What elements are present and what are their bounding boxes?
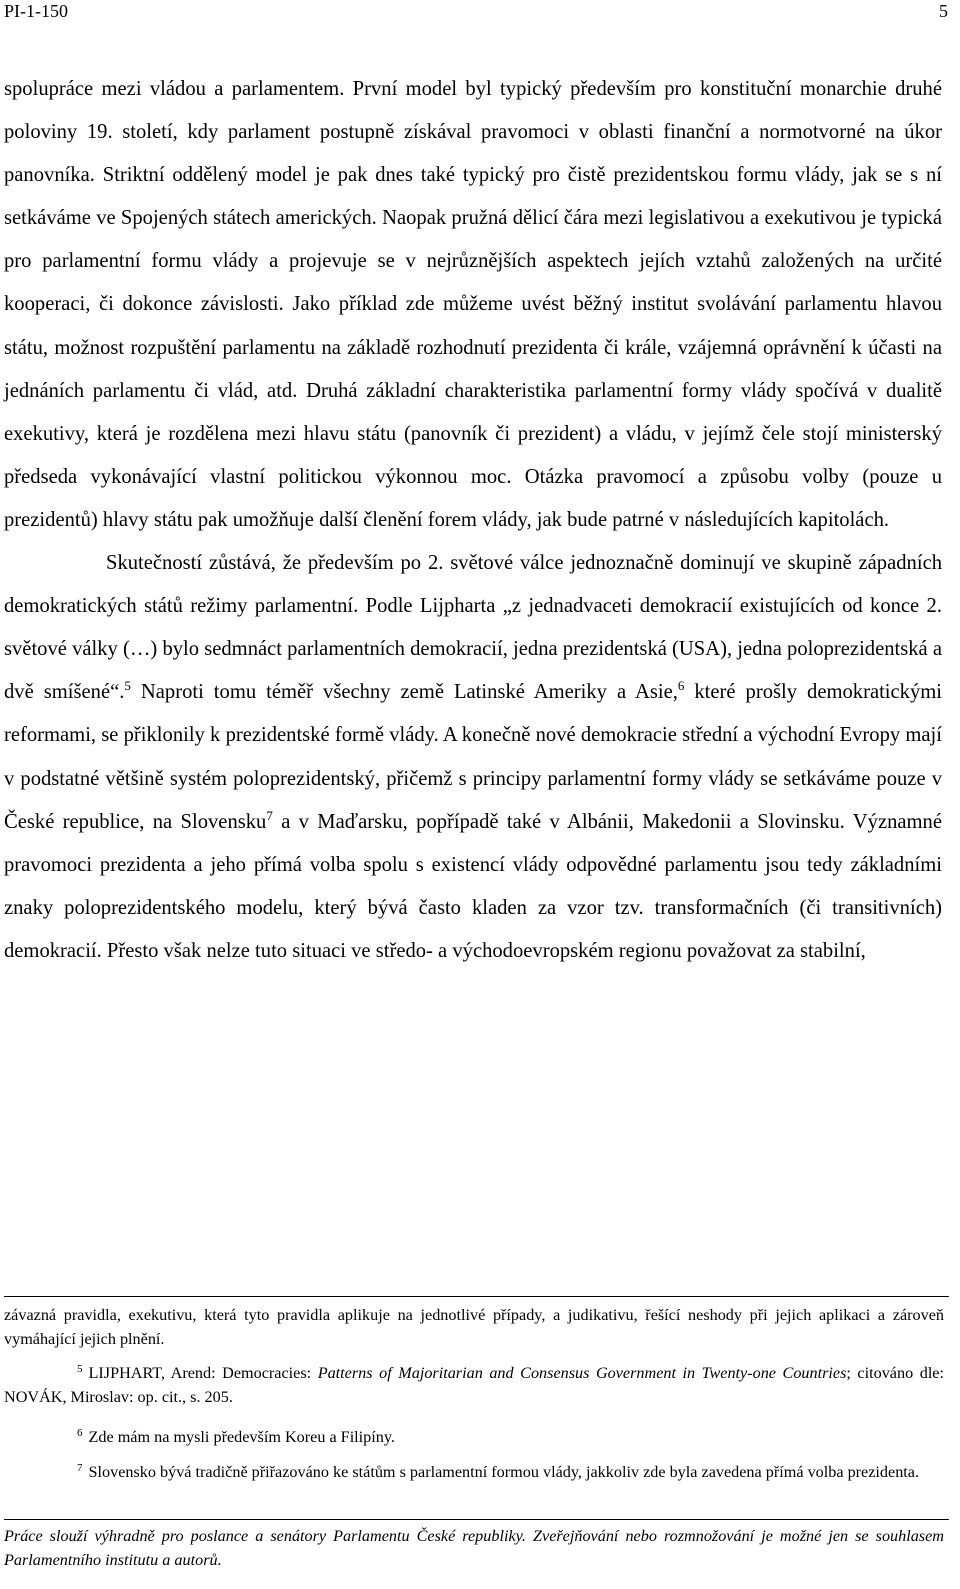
page-header — [0, 0, 960, 24]
footnote-6-text: Zde mám na mysli především Koreu a Filipíny. — [88, 1428, 395, 1446]
body-text — [4, 68, 942, 973]
paragraph-2-part-a: Skutečností zůstává, že především po 2. světové válce jednoznačně dominují ve skupině západních demokratických států režimy parlamentní. Podle Lijpharta „z jednadvaceti demokracií existujících od konce 2. světové války (…) bylo sedmnáct parlamentních demokracií, jedna prezidentská (USA), jedna poloprezidentská a dvě smíšené“. — [4, 552, 942, 704]
footnote-5-title: Patterns of Majoritarian and Consensus Government in Twenty-one Countries — [317, 1364, 847, 1382]
page-number: 5 — [939, 1, 948, 21]
footnote-ref-6[interactable]: 6 — [677, 678, 685, 694]
footer-separator — [4, 1519, 949, 1520]
paragraph-2 — [4, 542, 942, 973]
document-id: PI-1-150 — [4, 1, 68, 21]
page-footer: Práce slouží výhradně pro poslance a senátory Parlamentu České republiky. Zveřejňování nebo rozmnožování je možné jen se souhlasem Parlamentního institutu a autorů. — [4, 1527, 944, 1569]
footnote-5-text-a: LIJPHART, Arend: Democracies: — [88, 1364, 318, 1382]
footnote-separator — [4, 1296, 949, 1297]
footnote-5: 5 LIJPHART, Arend: Democracies: Patterns of Majoritarian and Consensus Government in Twenty-one Countries; citováno dle: NOVÁK, Miroslav: op. cit., s. 205. — [4, 1362, 944, 1406]
footnote-ref-7[interactable]: 7 — [266, 807, 273, 823]
footnote-ref-5[interactable]: 5 — [124, 678, 131, 694]
footnote-7-text: Slovensko bývá tradičně přiřazováno ke státům s parlamentní formou vlády, jakkoliv zde byla zavedena přímá volba prezidenta. — [88, 1463, 920, 1481]
footnote-continuation: závazná pravidla, exekutivu, která tyto pravidla aplikuje na jednotlivé případy, a judikativu, řešící neshody při jejich aplikaci a zároveň vymáhající jejich plnění. — [4, 1306, 944, 1348]
paragraph-1: spolupráce mezi vládou a parlamentem. První model byl typický především pro konstituční monarchie druhé poloviny 19. století, kdy parlament postupně získával pravomoci v oblasti finanční a normotvorné na úkor panovníka. Striktní oddělený model je pak dnes také typický pro čistě prezidentskou formu vlády, jak se s ní setkáváme ve Spojených státech amerických. Naopak pružná dělicí čára mezi legislativou a exekutivou je typická pro parlamentní formu vlády a projevuje se v nejrůznějších aspektech jejích vztahů založených na určité kooperaci, či dokonce závislosti. Jako příklad zde můžeme uvést běžný institut svolávání parlamentu hlavou státu, možnost rozpuštění parlamentu na základě rozhodnutí prezidenta či krále, vzájemná oprávnění k účasti na jednáních parlamentu či vlád, atd. Druhá základní charakteristika parlamentní formy vlády spočívá v dualitě exekutivy, která je rozdělena mezi hlavu státu (panovník či prezident) a vládu, v jejímž čele stojí ministerský předseda vykonávající vlastní politickou výkonnou moc. Otázka pravomocí a způsobu volby (pouze u prezidentů) hlavy státu pak umožňuje další členění forem vlády, jak bude patrné v následujících kapitolách. — [4, 78, 942, 531]
footnote-6: 6 Zde mám na mysli především Koreu a Filipíny. — [77, 1426, 395, 1446]
paragraph-2-part-c: které prošly demokratickými reformami, se přiklonily k prezidentské formě vlády. A konečně nové demokracie střední a východní Evropy mají v podstatné většině systém poloprezidentský, přičemž s principy parlamentní formy vlády se setkáváme pouze v České republice, na Slovensku — [4, 681, 942, 833]
footnote-7: 7 Slovensko bývá tradičně přiřazováno ke státům s parlamentní formou vlády, jakkoliv zde byla zavedena přímá volba prezidenta. — [77, 1461, 920, 1481]
paragraph-2-part-d: a v Maďarsku, popřípadě také v Albánii, Makedonii a Slovinsku. Významné pravomoci prezidenta a jeho přímá volba spolu s existencí vlády odpovědné parlamentu jsou tedy základními znaky poloprezidentského modelu, který bývá často kladen za vzor tzv. transformačních (či transitivních) demokracií. Přesto však nelze tuto situaci ve středo- a východoevropském regionu považovat za stabilní, — [4, 810, 942, 962]
paragraph-2-part-b: Naproti tomu téměř všechny země Latinské Ameriky a Asie, — [130, 681, 678, 704]
footnote-5-text-b: ; citováno dle: NOVÁK, Miroslav: op. cit., s. 205. — [4, 1364, 944, 1406]
